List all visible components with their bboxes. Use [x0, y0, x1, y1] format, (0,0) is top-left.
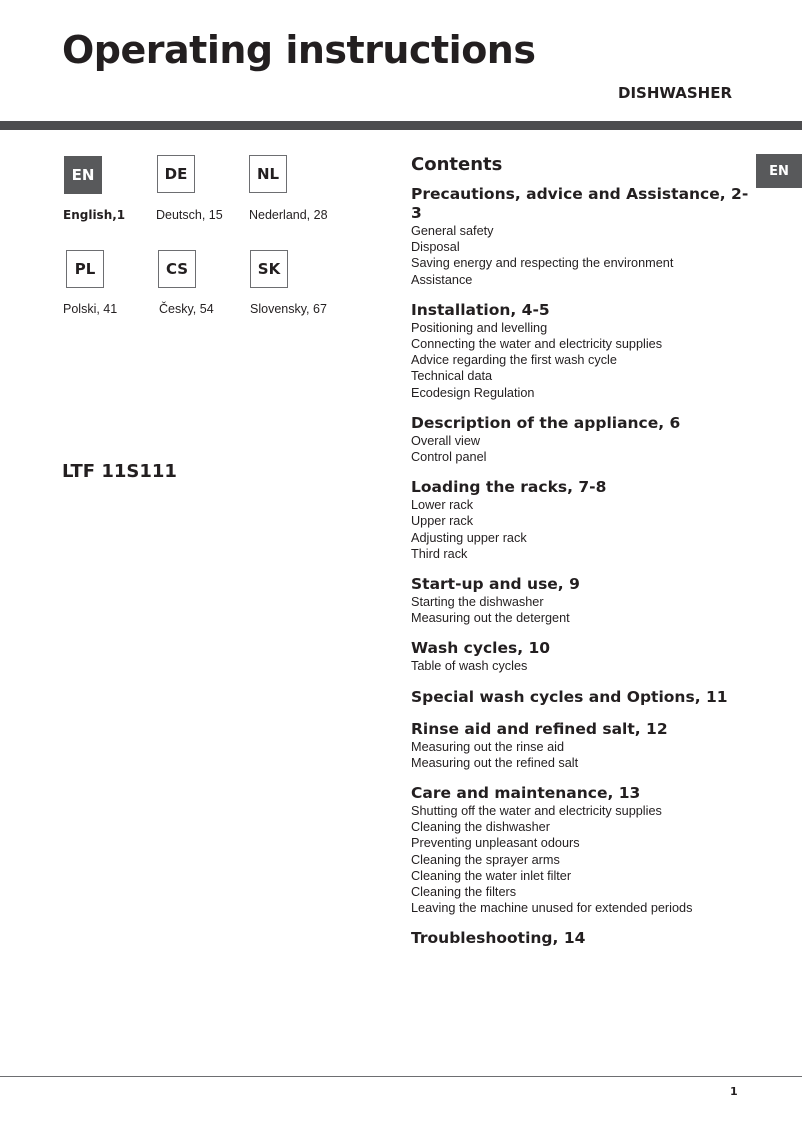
contents-item[interactable]: Cleaning the water inlet filter	[411, 868, 572, 883]
contents-section-heading[interactable]: Start-up and use, 9	[411, 575, 580, 594]
language-box-en[interactable]: EN	[64, 156, 102, 194]
contents-section	[411, 185, 756, 288]
contents-section	[411, 720, 756, 771]
contents-section-heading[interactable]: Troubleshooting, 14	[411, 929, 586, 948]
contents-item[interactable]: Adjusting upper rack	[411, 530, 527, 545]
language-box-nl[interactable]: NL	[249, 155, 287, 193]
contents-item[interactable]: Positioning and levelling	[411, 320, 548, 335]
contents-section-heading[interactable]: Installation, 4-5	[411, 300, 550, 319]
contents-item[interactable]: Leaving the machine unused for extended periods	[411, 901, 693, 916]
document-subtitle: DISHWASHER	[618, 84, 733, 102]
contents-item[interactable]: Disposal	[411, 240, 460, 255]
contents-item[interactable]: Overall view	[411, 433, 481, 448]
contents-section	[411, 784, 756, 916]
contents-section-heading[interactable]: Description of the appliance, 6	[411, 413, 681, 432]
contents-item[interactable]: Shutting off the water and electricity supplies	[411, 804, 662, 819]
contents-item[interactable]: Ecodesign Regulation	[411, 385, 535, 400]
contents-section-heading[interactable]: Loading the racks, 7-8	[411, 478, 607, 497]
footer-divider	[0, 1076, 802, 1077]
language-box-cs[interactable]: CS	[158, 250, 196, 288]
contents-section	[411, 301, 756, 401]
contents-section	[411, 414, 756, 465]
contents-title: Contents	[411, 154, 503, 175]
language-label-sk[interactable]: Slovensky, 67	[250, 302, 327, 316]
contents-section	[411, 575, 756, 626]
contents-item[interactable]: Cleaning the filters	[411, 885, 517, 900]
contents-section-heading[interactable]: Rinse aid and refined salt, 12	[411, 719, 668, 738]
header-divider	[0, 121, 802, 130]
contents-section	[411, 688, 756, 707]
page-title: Operating instructions	[62, 28, 536, 72]
language-label-nl[interactable]: Nederland, 28	[249, 208, 328, 222]
language-label-cs[interactable]: Česky, 54	[159, 302, 214, 316]
contents-item[interactable]: Technical data	[411, 369, 493, 384]
contents-section-heading[interactable]: Special wash cycles and Options, 11	[411, 687, 728, 706]
contents-section-heading[interactable]: Precautions, advice and Assistance, 2-3	[411, 185, 749, 222]
contents-item[interactable]: Upper rack	[411, 514, 474, 529]
contents-item[interactable]: Third rack	[411, 546, 468, 561]
contents-item[interactable]: Cleaning the dishwasher	[411, 820, 550, 835]
language-label-de[interactable]: Deutsch, 15	[156, 208, 223, 222]
contents-item[interactable]: Starting the dishwasher	[411, 595, 544, 610]
contents-item[interactable]: Measuring out the refined salt	[411, 755, 579, 770]
table-of-contents	[411, 154, 756, 961]
model-number: LTF 11S111	[62, 461, 177, 482]
contents-item[interactable]: General safety	[411, 224, 494, 238]
contents-section-heading[interactable]: Care and maintenance, 13	[411, 784, 641, 803]
contents-section-heading[interactable]: Wash cycles, 10	[411, 639, 551, 658]
contents-item[interactable]: Assistance	[411, 272, 473, 287]
contents-item[interactable]: Measuring out the detergent	[411, 611, 570, 626]
contents-section	[411, 478, 756, 562]
contents-section	[411, 639, 756, 674]
contents-item[interactable]: Cleaning the sprayer arms	[411, 852, 560, 867]
contents-section	[411, 929, 756, 948]
contents-item[interactable]: Table of wash cycles	[411, 659, 528, 674]
language-label-en[interactable]: English,1	[63, 208, 126, 222]
contents-item[interactable]: Control panel	[411, 450, 487, 465]
page-number: 1	[730, 1085, 738, 1098]
language-box-pl[interactable]: PL	[66, 250, 104, 288]
contents-item[interactable]: Measuring out the rinse aid	[411, 739, 565, 754]
language-label-pl[interactable]: Polski, 41	[63, 302, 118, 316]
contents-item[interactable]: Advice regarding the first wash cycle	[411, 353, 617, 368]
language-box-sk[interactable]: SK	[250, 250, 288, 288]
contents-item[interactable]: Saving energy and respecting the environment	[411, 256, 674, 271]
contents-item[interactable]: Preventing unpleasant odours	[411, 836, 580, 851]
language-side-tab: EN	[756, 154, 802, 188]
contents-item[interactable]: Lower rack	[411, 498, 474, 513]
language-box-de[interactable]: DE	[157, 155, 195, 193]
contents-item[interactable]: Connecting the water and electricity supplies	[411, 337, 663, 352]
